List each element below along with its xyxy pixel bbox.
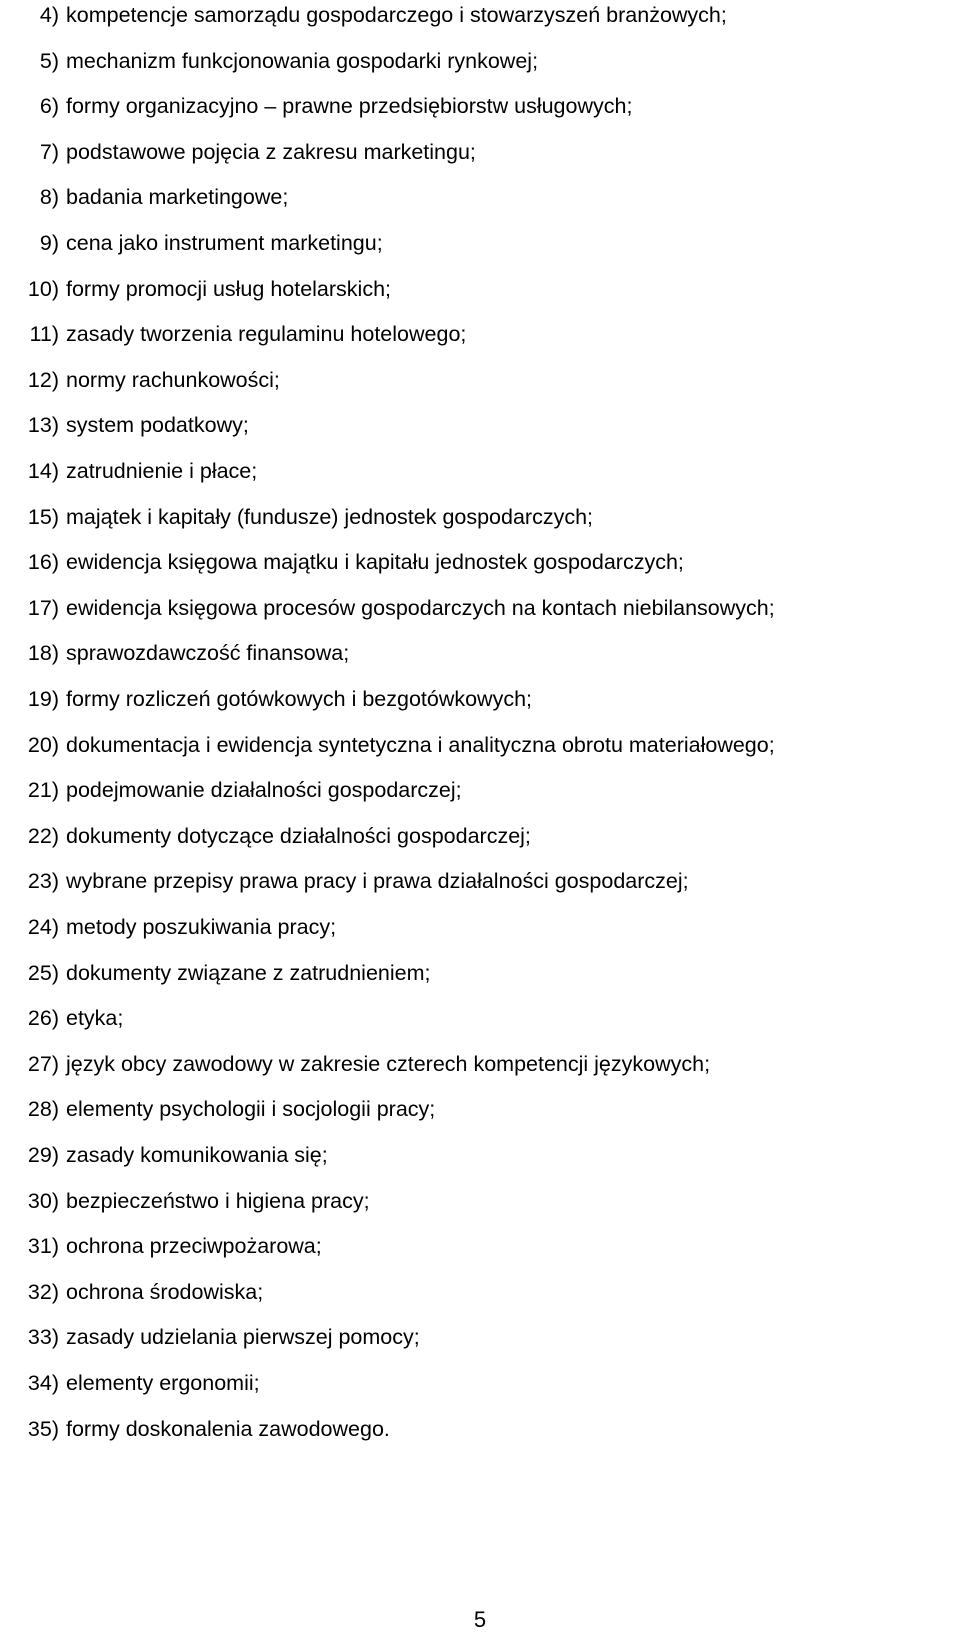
list-item xyxy=(0,91,960,121)
list-item xyxy=(0,912,960,942)
list-item-number: 35) xyxy=(27,1416,59,1441)
list-item-text: cena jako instrument marketingu; xyxy=(66,231,383,255)
list-item-text: elementy psychologii i socjologii pracy; xyxy=(66,1097,436,1122)
list-item-number: 10) xyxy=(27,276,59,301)
list-item-number: 11) xyxy=(29,322,59,347)
page-number: 5 xyxy=(473,1607,487,1632)
list-item xyxy=(0,1368,960,1398)
list-item-number: 27) xyxy=(27,1051,59,1076)
list-item-number: 17) xyxy=(27,595,59,620)
list-item xyxy=(0,1049,960,1079)
list-item-text: ewidencja księgowa procesów gospodarczych na kontach niebilansowych; xyxy=(66,595,775,620)
list-item-number: 25) xyxy=(27,960,59,985)
list-item-text: wybrane przepisy prawa pracy i prawa działalności gospodarczej; xyxy=(66,869,689,894)
list-item xyxy=(0,228,960,258)
list-item-text: podstawowe pojęcia z zakresu marketingu; xyxy=(66,139,476,164)
list-item-text: dokumentacja i ewidencja syntetyczna i analityczna obrotu materiałowego; xyxy=(66,732,775,757)
list-item-text: mechanizm funkcjonowania gospodarki rynkowej; xyxy=(66,48,539,73)
list-item-number: 4) xyxy=(39,3,59,27)
list-item-number: 23) xyxy=(27,869,59,894)
list-item xyxy=(0,1140,960,1170)
list-item-text: formy organizacyjno – prawne przedsiębiorstw usługowych; xyxy=(66,94,633,119)
list-item xyxy=(0,1277,960,1307)
list-item xyxy=(0,730,960,760)
list-item xyxy=(0,1186,960,1216)
list-item-number: 22) xyxy=(27,823,59,848)
list-item-text: sprawozdawczość finansowa; xyxy=(66,641,350,666)
list-item-number: 16) xyxy=(27,550,59,575)
list-item-text: normy rachunkowości; xyxy=(66,367,280,392)
list-item xyxy=(0,137,960,167)
list-item xyxy=(0,1414,960,1444)
list-item-text: majątek i kapitały (fundusze) jednostek gospodarczych; xyxy=(66,504,594,529)
list-item-number: 5) xyxy=(39,48,59,73)
list-item-text: dokumenty związane z zatrudnieniem; xyxy=(66,960,431,985)
list-item-number: 31) xyxy=(27,1234,59,1259)
list-item-text: etyka; xyxy=(66,1006,124,1031)
list-item-text: kompetencje samorządu gospodarczego i stowarzyszeń branżowych; xyxy=(66,3,727,27)
list-item-number: 20) xyxy=(27,732,59,757)
list-item-number: 34) xyxy=(27,1371,59,1395)
list-item-number: 30) xyxy=(27,1188,59,1213)
list-item-number: 28) xyxy=(27,1097,59,1122)
list-item-number: 19) xyxy=(27,687,59,711)
list-item-text: formy doskonalenia zawodowego. xyxy=(66,1416,390,1441)
list-item-text: system podatkowy; xyxy=(66,413,249,438)
list-item xyxy=(0,1322,960,1352)
list-item xyxy=(0,319,960,349)
list-item-text: dokumenty dotyczące działalności gospodarczej; xyxy=(66,823,531,848)
list-item-text: metody poszukiwania pracy; xyxy=(66,915,337,939)
list-item xyxy=(0,866,960,896)
list-item xyxy=(0,410,960,440)
list-item xyxy=(0,958,960,988)
list-item-text: język obcy zawodowy w zakresie czterech kompetencji językowych; xyxy=(66,1051,711,1076)
list-item xyxy=(0,1094,960,1124)
list-item xyxy=(0,684,960,714)
list-item-number: 29) xyxy=(27,1143,59,1167)
list-item-text: ochrona przeciwpożarowa; xyxy=(66,1234,322,1259)
list-item-number: 24) xyxy=(27,915,59,939)
list-item xyxy=(0,0,960,30)
list-item xyxy=(0,547,960,577)
list-item xyxy=(0,1003,960,1033)
list-item-text: zasady udzielania pierwszej pomocy; xyxy=(66,1325,420,1350)
list-item-text: formy rozliczeń gotówkowych i bezgotówkowych; xyxy=(66,687,533,711)
list-item xyxy=(0,593,960,623)
list-item-text: zatrudnienie i płace; xyxy=(66,459,258,483)
list-item-text: elementy ergonomii; xyxy=(66,1371,260,1395)
list-item-text: zasady tworzenia regulaminu hotelowego; xyxy=(66,322,467,347)
list-item-text: zasady komunikowania się; xyxy=(66,1143,328,1167)
list-item xyxy=(0,638,960,668)
list-item xyxy=(0,46,960,76)
list-item-number: 33) xyxy=(27,1325,59,1350)
list-item-number: 21) xyxy=(27,778,59,803)
list-item-number: 6) xyxy=(39,94,59,119)
list-item-text: ewidencja księgowa majątku i kapitału jednostek gospodarczych; xyxy=(66,550,684,575)
list-item-number: 8) xyxy=(39,185,59,210)
list-item-text: bezpieczeństwo i higiena pracy; xyxy=(66,1188,370,1213)
list-item xyxy=(0,274,960,304)
list-item-number: 12) xyxy=(27,367,59,392)
list-item xyxy=(0,502,960,532)
list-item-number: 26) xyxy=(27,1006,59,1031)
list-item-text: formy promocji usług hotelarskich; xyxy=(66,276,392,301)
list-item-number: 15) xyxy=(27,504,59,529)
list-item-text: podejmowanie działalności gospodarczej; xyxy=(66,778,462,803)
list-item-number: 32) xyxy=(27,1279,59,1304)
list-item-number: 18) xyxy=(27,641,59,666)
list-item xyxy=(0,1231,960,1261)
list-item-number: 7) xyxy=(39,139,59,164)
list-item-number: 14) xyxy=(27,459,59,483)
list-item xyxy=(0,365,960,395)
list-item-number: 9) xyxy=(39,231,59,255)
list-item xyxy=(0,775,960,805)
list-item xyxy=(0,456,960,486)
list-item-text: ochrona środowiska; xyxy=(66,1279,264,1304)
list-item xyxy=(0,821,960,851)
list-item-text: badania marketingowe; xyxy=(66,185,289,210)
list-item xyxy=(0,182,960,212)
list-item-number: 13) xyxy=(27,413,59,438)
